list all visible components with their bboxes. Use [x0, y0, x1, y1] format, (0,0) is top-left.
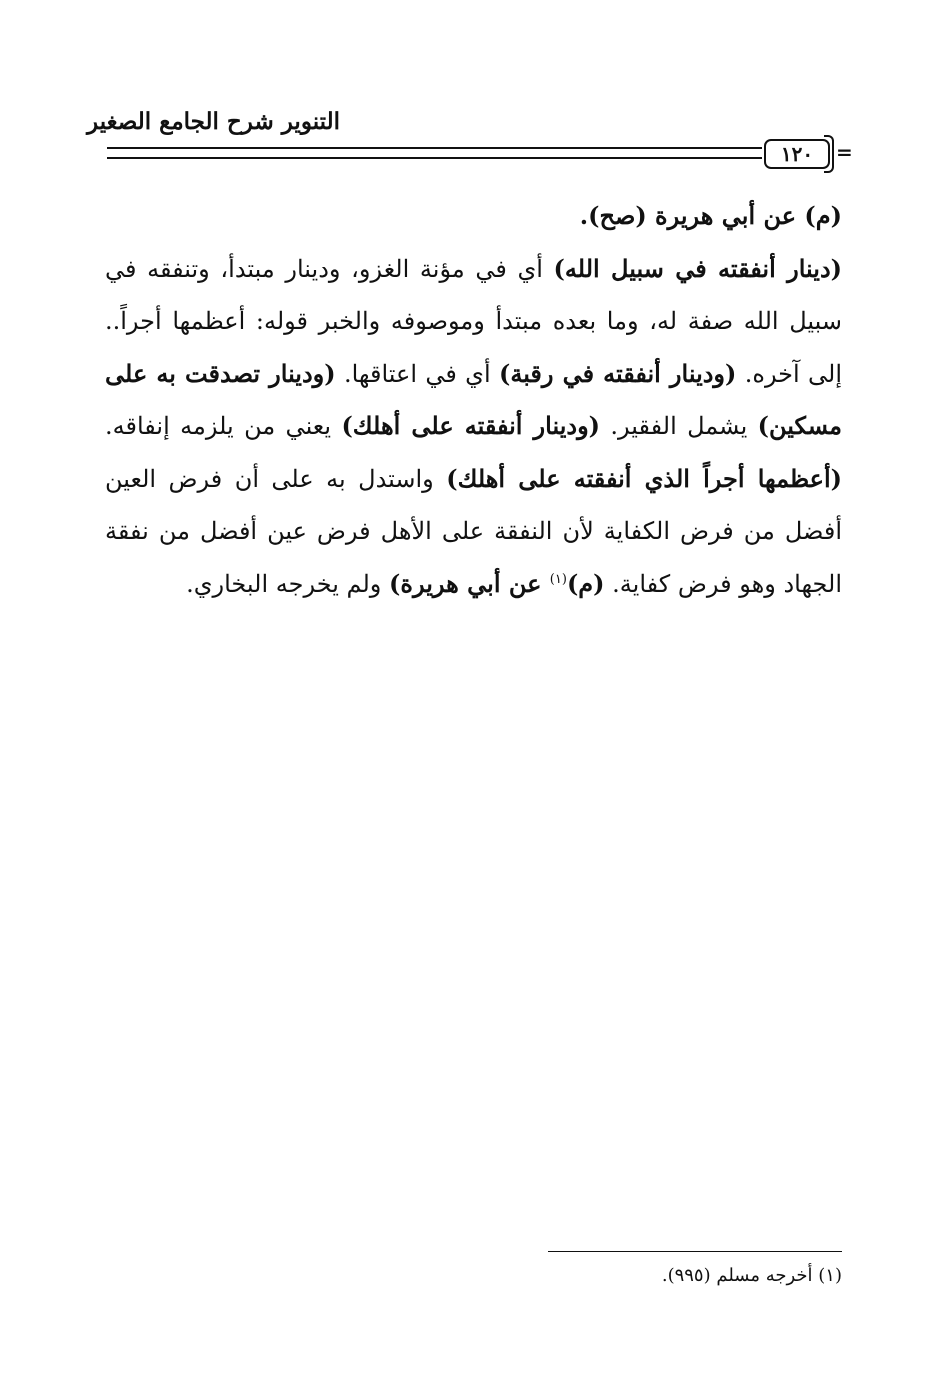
source-citation: (م) عن أبي هريرة (صح). [579, 201, 842, 230]
commentary-4: يعني من يلزمه إنفاقه. [105, 412, 342, 440]
commentary-2: أي في اعتاقها. [335, 359, 499, 388]
commentary-paragraph [105, 243, 842, 611]
commentary-5: واستدل به على أن فرض العين أفضل من فرض الكفاية لأن النفقة على الأهل فرض عين أفضل من نفقة الجهاد وهو فرض كفاية. [105, 464, 842, 598]
running-title: التنوير شرح الجامع الصغير [87, 108, 340, 135]
header-double-rule [107, 147, 762, 159]
main-text [105, 190, 842, 610]
commentary-3: يشمل الفقير. [600, 412, 758, 440]
source-line [105, 190, 842, 243]
footnote-separator [548, 1251, 842, 1252]
footnote-marker: (١) [549, 571, 567, 587]
hadith-phrase-4: (ودينار أنفقته على أهلك) [341, 411, 601, 440]
commentary-1: أي في مؤنة الغزو، ودينار مبتدأ، وتنفقه في سبيل الله صفة له، وما بعده مبتدأ وموصوفه والخبر قوله: أعظمها أجراً.. إلى آخره. [105, 254, 843, 388]
hadith-phrase-3: (ودينار تصدقت به على مسكين) [105, 358, 842, 440]
narrator-phrase: عن أبي هريرة) [389, 568, 550, 598]
source-abbrev: (م) [566, 568, 605, 598]
footnote: (١) أخرجه مسلم (٩٩٥). [661, 1265, 842, 1286]
page-number: ١٢٠ [764, 139, 830, 169]
commentary-7: ولم يخرجه البخاري. [186, 569, 390, 598]
hadith-phrase-2: (ودينار أنفقته في رقبة) [498, 358, 737, 388]
hadith-phrase-5: (أعظمها أجراً الذي أنفقته على أهلك) [446, 463, 843, 493]
header-mark: = [836, 140, 853, 164]
hadith-phrase-1: (دينار أنفقته في سبيل الله) [553, 253, 842, 283]
